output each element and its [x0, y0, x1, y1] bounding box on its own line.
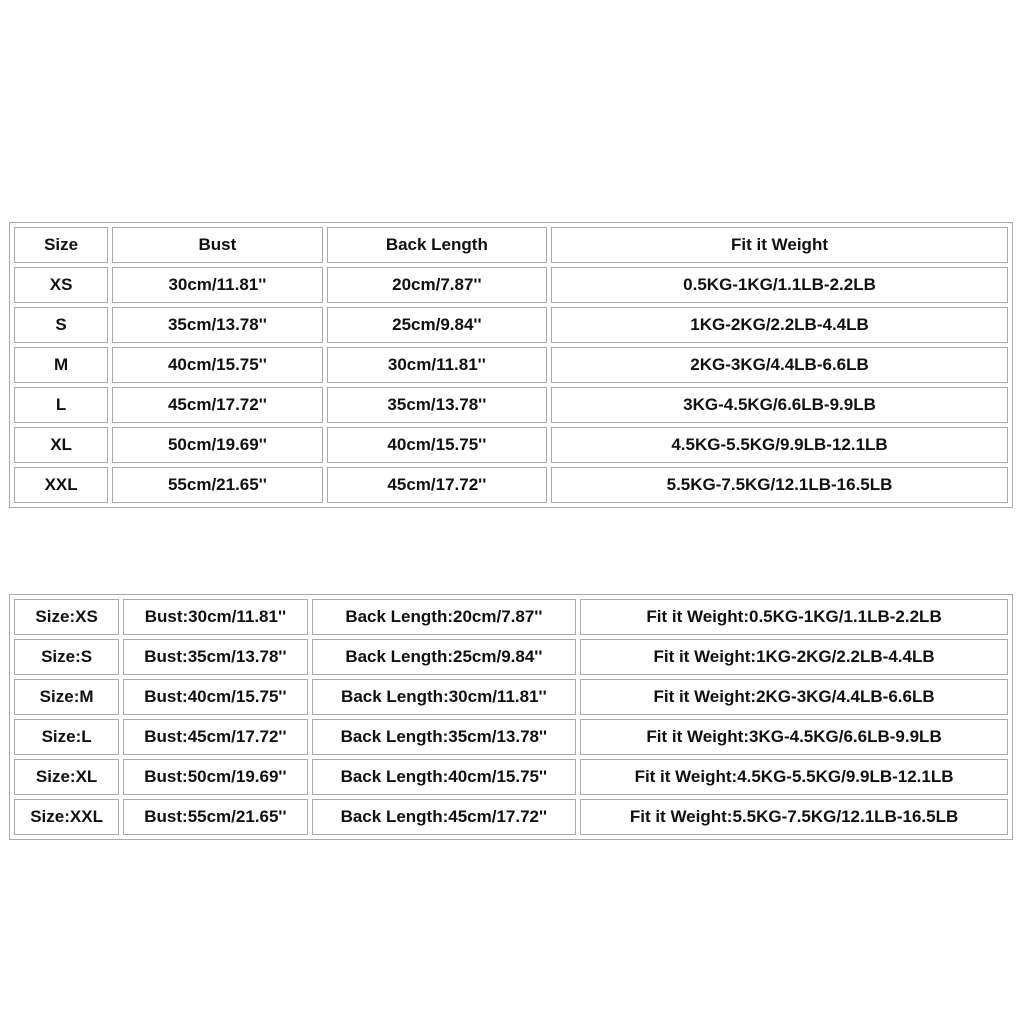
- bust-cell: 45cm/17.72'': [112, 387, 322, 423]
- table-header-row: [14, 227, 1008, 263]
- table-row: [14, 387, 1008, 423]
- size-cell: Size:S: [14, 639, 119, 675]
- back-length-cell: 25cm/9.84'': [327, 307, 547, 343]
- back-length-cell: Back Length:25cm/9.84'': [312, 639, 577, 675]
- size-cell: XL: [14, 427, 108, 463]
- fit-weight-cell: Fit it Weight:4.5KG-5.5KG/9.9LB-12.1LB: [580, 759, 1008, 795]
- back-length-cell: 30cm/11.81'': [327, 347, 547, 383]
- fit-weight-cell: Fit it Weight:1KG-2KG/2.2LB-4.4LB: [580, 639, 1008, 675]
- table-row: [14, 719, 1008, 755]
- table-row: [14, 599, 1008, 635]
- bust-cell: 35cm/13.78'': [112, 307, 322, 343]
- size-cell: Size:M: [14, 679, 119, 715]
- back-length-cell: 40cm/15.75'': [327, 427, 547, 463]
- size-cell: Size:L: [14, 719, 119, 755]
- header-bust: Bust: [112, 227, 322, 263]
- table-row: [14, 347, 1008, 383]
- fit-weight-cell: Fit it Weight:5.5KG-7.5KG/12.1LB-16.5LB: [580, 799, 1008, 835]
- bust-cell: Bust:55cm/21.65'': [123, 799, 307, 835]
- fit-weight-cell: Fit it Weight:0.5KG-1KG/1.1LB-2.2LB: [580, 599, 1008, 635]
- fit-weight-cell: Fit it Weight:2KG-3KG/4.4LB-6.6LB: [580, 679, 1008, 715]
- table-row: [14, 799, 1008, 835]
- table-row: [14, 427, 1008, 463]
- size-cell: Size:XXL: [14, 799, 119, 835]
- fit-weight-cell: 4.5KG-5.5KG/9.9LB-12.1LB: [551, 427, 1008, 463]
- fit-weight-cell: 2KG-3KG/4.4LB-6.6LB: [551, 347, 1008, 383]
- back-length-cell: Back Length:20cm/7.87'': [312, 599, 577, 635]
- back-length-cell: 20cm/7.87'': [327, 267, 547, 303]
- size-chart-labeled-table: [9, 594, 1013, 840]
- size-cell: XXL: [14, 467, 108, 503]
- table-row: [14, 679, 1008, 715]
- bust-cell: Bust:40cm/15.75'': [123, 679, 307, 715]
- header-back-length: Back Length: [327, 227, 547, 263]
- bust-cell: Bust:35cm/13.78'': [123, 639, 307, 675]
- back-length-cell: Back Length:30cm/11.81'': [312, 679, 577, 715]
- back-length-cell: 35cm/13.78'': [327, 387, 547, 423]
- size-cell: Size:XS: [14, 599, 119, 635]
- size-cell: XS: [14, 267, 108, 303]
- table-row: [14, 267, 1008, 303]
- size-cell: S: [14, 307, 108, 343]
- bust-cell: 50cm/19.69'': [112, 427, 322, 463]
- table-row: [14, 307, 1008, 343]
- back-length-cell: Back Length:35cm/13.78'': [312, 719, 577, 755]
- size-cell: Size:XL: [14, 759, 119, 795]
- bust-cell: 30cm/11.81'': [112, 267, 322, 303]
- header-size: Size: [14, 227, 108, 263]
- back-length-cell: Back Length:45cm/17.72'': [312, 799, 577, 835]
- bust-cell: 40cm/15.75'': [112, 347, 322, 383]
- fit-weight-cell: 1KG-2KG/2.2LB-4.4LB: [551, 307, 1008, 343]
- fit-weight-cell: Fit it Weight:3KG-4.5KG/6.6LB-9.9LB: [580, 719, 1008, 755]
- back-length-cell: 45cm/17.72'': [327, 467, 547, 503]
- table-row: [14, 639, 1008, 675]
- table-row: [14, 759, 1008, 795]
- back-length-cell: Back Length:40cm/15.75'': [312, 759, 577, 795]
- table-row: [14, 467, 1008, 503]
- bust-cell: Bust:45cm/17.72'': [123, 719, 307, 755]
- bust-cell: 55cm/21.65'': [112, 467, 322, 503]
- header-fit-weight: Fit it Weight: [551, 227, 1008, 263]
- size-cell: M: [14, 347, 108, 383]
- bust-cell: Bust:30cm/11.81'': [123, 599, 307, 635]
- fit-weight-cell: 3KG-4.5KG/6.6LB-9.9LB: [551, 387, 1008, 423]
- fit-weight-cell: 5.5KG-7.5KG/12.1LB-16.5LB: [551, 467, 1008, 503]
- size-chart-table: [9, 222, 1013, 508]
- fit-weight-cell: 0.5KG-1KG/1.1LB-2.2LB: [551, 267, 1008, 303]
- bust-cell: Bust:50cm/19.69'': [123, 759, 307, 795]
- size-cell: L: [14, 387, 108, 423]
